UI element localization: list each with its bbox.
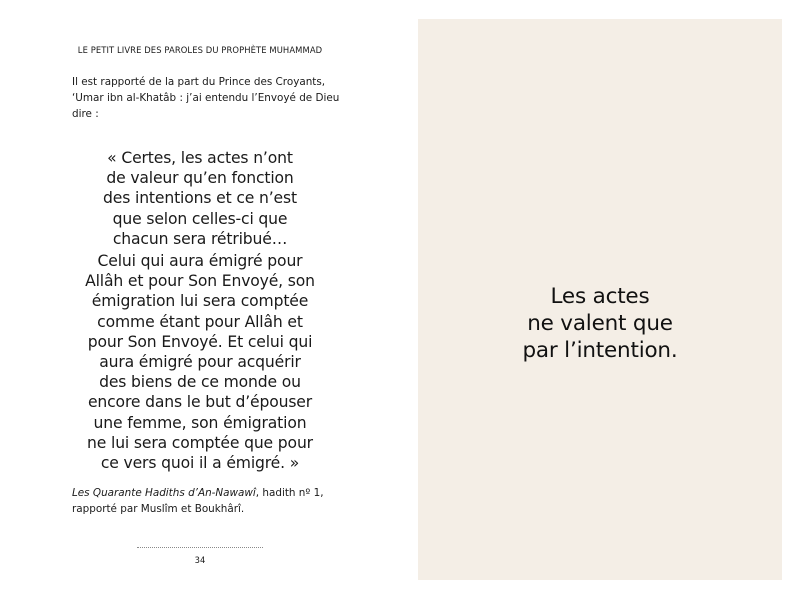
epigraph-line: ne valent que xyxy=(527,311,673,336)
epigraph xyxy=(418,283,782,364)
quote-line: que selon celles-ci que xyxy=(112,209,288,228)
quote-line: émigration lui sera comptée xyxy=(91,292,309,311)
quote-line: Celui qui aura émigré pour xyxy=(97,252,303,271)
quote-line: de valeur qu’en fonction xyxy=(106,169,294,188)
right-page xyxy=(418,19,782,580)
epigraph-line: par l’intention. xyxy=(522,338,678,363)
hadith-quote xyxy=(52,148,348,473)
intro-paragraph xyxy=(72,74,372,122)
quote-line: ce vers quoi il a émigré. » xyxy=(100,454,300,473)
footer-dotted-rule xyxy=(137,547,263,548)
source-title: Les Quarante Hadiths d’An-Nawawî xyxy=(72,487,256,499)
quote-line: Allâh et pour Son Envoyé, son xyxy=(85,272,315,291)
quote-line: des intentions et ce n’est xyxy=(103,189,297,208)
quote-line: encore dans le but d’épouser xyxy=(87,393,313,412)
quote-line: chacun sera rétribué… xyxy=(112,229,288,248)
source-line-2: rapporté par Muslîm et Boukhârî. xyxy=(72,503,245,515)
quote-line: des biens de ce monde ou xyxy=(99,373,301,392)
quote-line: comme étant pour Allâh et xyxy=(97,312,303,331)
page-number: 34 xyxy=(194,555,206,565)
quote-line: « Certes, les actes n’ont xyxy=(107,149,293,167)
running-header: LE PETIT LIVRE DES PAROLES DU PROPHÈTE MUHAMMAD xyxy=(77,45,323,55)
source-line-1 xyxy=(72,485,372,501)
intro-line: Il est rapporté de la part du Prince des Croyants, xyxy=(72,76,326,88)
source-citation xyxy=(72,485,372,517)
epigraph-line: Les actes xyxy=(550,284,650,309)
quote-line: pour Son Envoyé. Et celui qui xyxy=(87,332,313,351)
quote-line: ne lui sera comptée que pour xyxy=(87,433,313,452)
source-hadith-number: , hadith nº 1, xyxy=(255,487,324,499)
intro-line: dire : xyxy=(72,108,99,120)
quote-line: aura émigré pour acquérir xyxy=(99,353,301,372)
quote-line: une femme, son émigration xyxy=(93,413,307,432)
intro-line: ‘Umar ibn al-Khatâb : j’ai entendu l’Envoyé de Dieu xyxy=(72,92,340,104)
